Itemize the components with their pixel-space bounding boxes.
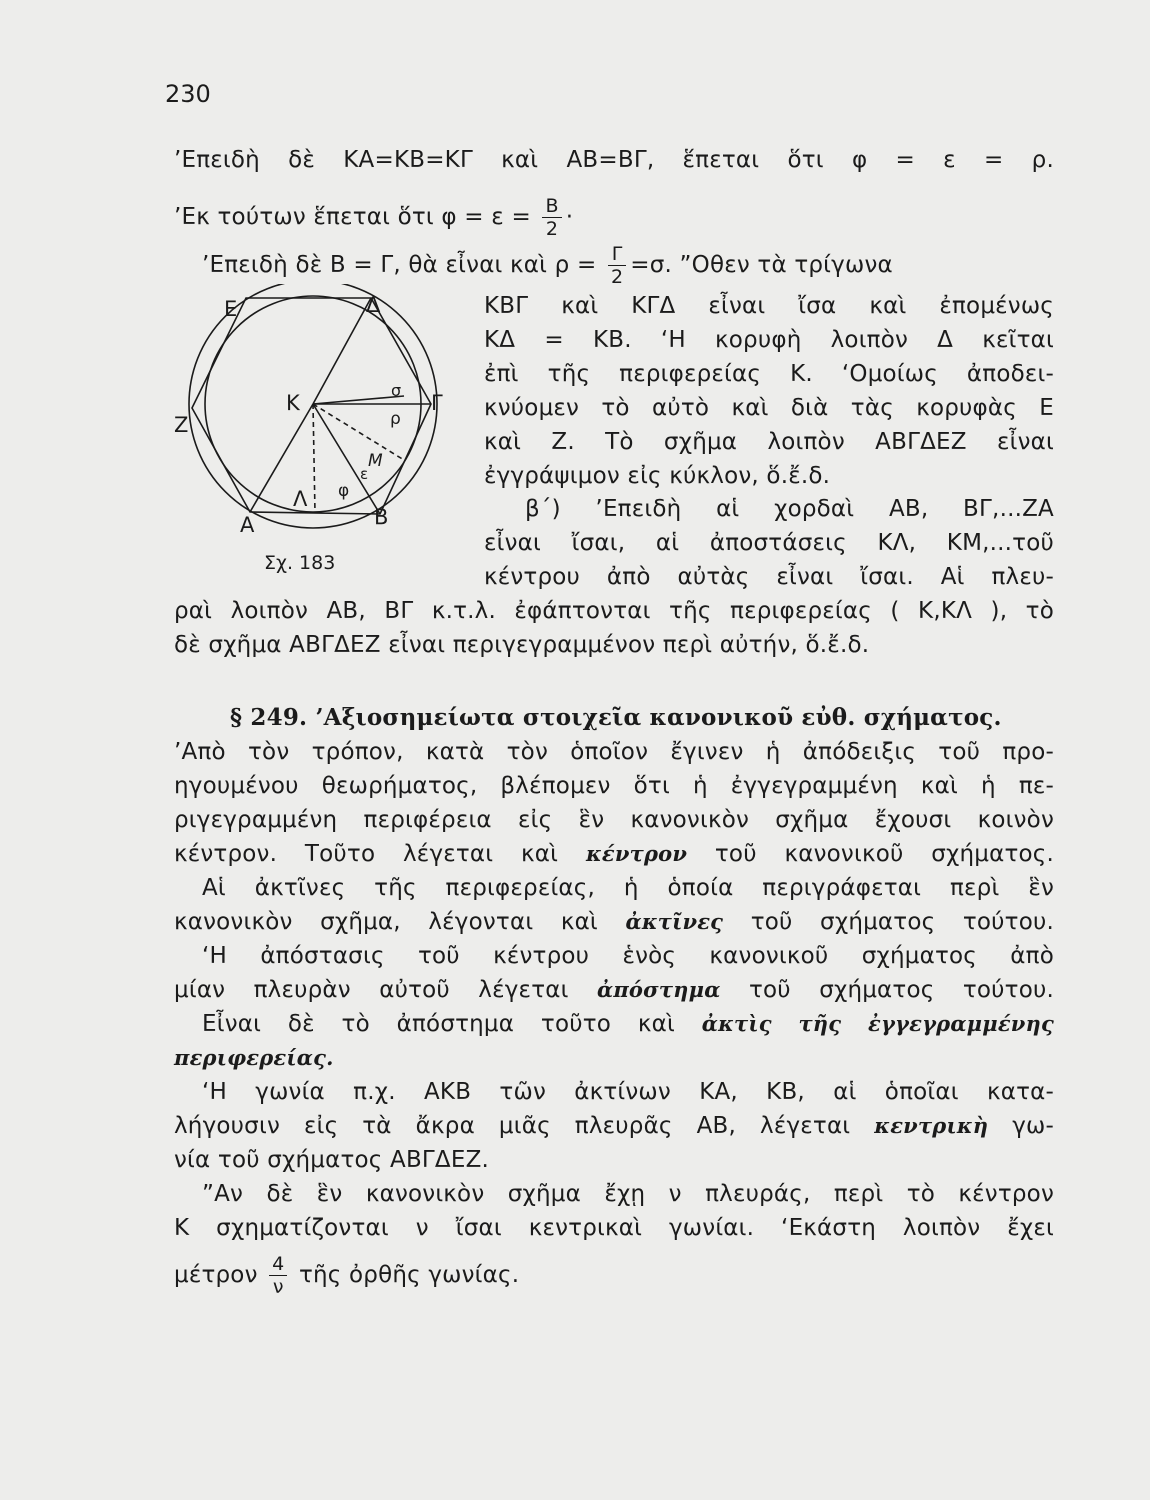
fraction-b-over-2 bbox=[542, 195, 561, 240]
p3-line-1: ‘Η ἀπόστασις τοῦ κέντρου ἑνὸς κανονικοῦ σχήματος ἀπὸ bbox=[202, 943, 1054, 969]
p3-line-2 bbox=[174, 975, 1054, 1005]
label-z: Ζ bbox=[174, 413, 189, 437]
fraction-4-over-n bbox=[269, 1253, 287, 1298]
section-heading: § 249. ’Αξιοσημείωτα στοιχεῖα κανονικοῦ εὐθ. σχήματος. bbox=[230, 704, 1002, 731]
segment-kd bbox=[313, 298, 371, 404]
term-perifereias: περιφερείας. bbox=[174, 1045, 334, 1070]
p2-line2-a: κανονικὸν σχῆμα, λέγονται καὶ bbox=[174, 909, 598, 935]
p2-line-2 bbox=[174, 907, 1054, 937]
p4-line-2 bbox=[174, 1043, 1054, 1073]
fraction-num: Γ bbox=[608, 243, 626, 266]
p6-line3-b: τῆς ὀρθῆς γωνίας. bbox=[298, 1262, 520, 1288]
line2-text: ’Εκ τούτων ἕπεται ὅτι φ = ε = bbox=[174, 204, 531, 230]
label-d: Δ bbox=[366, 293, 381, 317]
segment-kl bbox=[313, 404, 315, 513]
period: · bbox=[565, 204, 574, 230]
p3-line2-a: μίαν πλευρὰν αὐτοῦ λέγεται bbox=[174, 977, 569, 1003]
page-number: 230 bbox=[165, 80, 211, 108]
label-eps: ε bbox=[360, 465, 369, 483]
p2-line-1: Αἱ ἀκτῖνες τῆς περιφερείας, ἡ ὁποία περιγράφεται περὶ ἓν bbox=[202, 875, 1054, 901]
figure-caption: Σχ. 183 bbox=[264, 552, 336, 574]
p1-line-1: ’Απὸ τὸν τρόπον, κατὰ τὸν ὁποῖον ἔγινεν ἡ ἀπόδειξις τοῦ προ- bbox=[174, 739, 1054, 765]
line3-a: ’Επειδὴ δὲ Β = Γ, θὰ εἶναι καὶ ρ = bbox=[202, 252, 597, 278]
side-line-8: εἶναι ἴσαι, αἱ ἀποστάσεις ΚΛ, ΚΜ,...τοῦ bbox=[484, 530, 1054, 556]
p5-line-1: ‘Η γωνία π.χ. ΑΚΒ τῶν ἀκτίνων ΚΑ, ΚΒ, αἱ ὁποῖαι κατα- bbox=[202, 1079, 1054, 1105]
p2-line2-b: τοῦ σχήματος τούτου. bbox=[750, 909, 1054, 935]
p5-line-2 bbox=[174, 1111, 1054, 1141]
term-aktines: ἀκτῖνες bbox=[625, 909, 724, 934]
label-k: Κ bbox=[286, 391, 300, 415]
label-m: Μ bbox=[368, 451, 383, 471]
full-line-1: ραὶ λοιπὸν ΑΒ, ΒΓ κ.τ.λ. ἐφάπτονται τῆς περιφερείας ( Κ,ΚΛ ), τὸ bbox=[174, 598, 1054, 624]
p6-line-2: Κ σχηματίζονται ν ἴσαι κεντρικαὶ γωνίαι. ‘Εκάστη λοιπὸν ἔχει bbox=[174, 1215, 1054, 1241]
fraction-den: 2 bbox=[545, 218, 559, 240]
p4-line1-a: Εἶναι δὲ τὸ ἀπόστημα τοῦτο καὶ bbox=[202, 1011, 675, 1037]
p1-line-2: ηγουμένου θεωρήματος, βλέπομεν ὅτι ἡ ἐγγεγραμμένη καὶ ἡ πε- bbox=[174, 773, 1054, 799]
p6-line-3 bbox=[174, 1253, 1054, 1298]
term-kentron: κέντρον bbox=[585, 841, 688, 866]
label-g: Γ bbox=[431, 391, 443, 415]
p1-line-3: ριγεγραμμένη περιφέρεια εἰς ἓν κανονικὸν σχῆμα ἔχουσι κοινὸν bbox=[174, 807, 1054, 833]
label-e: Ε bbox=[224, 297, 238, 321]
p3-line2-b: τοῦ σχήματος τούτου. bbox=[748, 977, 1054, 1003]
full-line-2: δὲ σχῆμα ΑΒΓΔΕΖ εἶναι περιγεγραμμένον περὶ αὐτήν, ὅ.ἔ.δ. bbox=[174, 632, 870, 658]
p5-line2-a: λήγουσιν εἰς τὰ ἄκρα μιᾶς πλευρᾶς ΑΒ, λέγεται bbox=[174, 1113, 851, 1139]
term-apostima: ἀπόστημα bbox=[597, 977, 721, 1002]
term-aktis-engegrammenis: ἀκτὶς τῆς ἐγγεγραμμένης bbox=[701, 1011, 1055, 1036]
line3-b: =σ. ”Οθεν τὰ τρίγωνα bbox=[630, 252, 893, 278]
p5-line2-b: γω- bbox=[1012, 1113, 1054, 1139]
fraction-num: 4 bbox=[269, 1253, 287, 1276]
p1-last-b: τοῦ κανονικοῦ σχήματος. bbox=[714, 841, 1055, 867]
side-line-1: ΚΒΓ καὶ ΚΓΔ εἶναι ἴσα καὶ ἐπομένως bbox=[484, 293, 1054, 319]
label-b: Β bbox=[374, 505, 389, 529]
text-line-1: ’Επειδὴ δὲ ΚΑ=ΚΒ=ΚΓ καὶ ΑΒ=ΒΓ, ἕπεται ὅτι φ = ε = ρ. bbox=[174, 147, 1054, 173]
side-line-9: κέντρου ἀπὸ αὐτὰς εἶναι ἴσαι. Αἱ πλευ- bbox=[484, 564, 1054, 590]
p5-line-3: νία τοῦ σχήματος ΑΒΓΔΕΖ. bbox=[174, 1147, 490, 1173]
p6-line3-a: μέτρον bbox=[174, 1262, 258, 1288]
label-l: Λ bbox=[293, 487, 308, 511]
label-a: Α bbox=[240, 513, 255, 537]
fraction-num: Β bbox=[542, 195, 561, 218]
text-line-3 bbox=[202, 243, 1054, 288]
p1-last-a: κέντρον. Τοῦτο λέγεται καὶ bbox=[174, 841, 559, 867]
side-line-3: ἐπὶ τῆς περιφερείας Κ. ‘Ομοίως ἀποδει- bbox=[484, 361, 1054, 387]
label-sigma: σ bbox=[391, 381, 402, 400]
side-line-2: ΚΔ = ΚΒ. ‘Η κορυφὴ λοιπὸν Δ κεῖται bbox=[484, 327, 1054, 353]
geometry-figure bbox=[168, 284, 468, 544]
side-line-7: β΄) ’Επειδὴ αἱ χορδαὶ ΑΒ, ΒΓ,...ΖΑ bbox=[525, 496, 1054, 522]
term-kentriki: κεντρικὴ bbox=[874, 1113, 989, 1138]
label-phi: φ bbox=[338, 481, 350, 501]
p1-line-4 bbox=[174, 839, 1054, 869]
fraction-g-over-2 bbox=[608, 243, 626, 288]
side-line-5: καὶ Ζ. Τὸ σχῆμα λοιπὸν ΑΒΓΔΕΖ εἶναι bbox=[484, 429, 1054, 455]
label-rho: ρ bbox=[390, 409, 401, 429]
fraction-den: 2 bbox=[610, 266, 624, 288]
text-line-2 bbox=[174, 195, 1054, 240]
fraction-den: ν bbox=[272, 1276, 284, 1298]
side-line-6: ἐγγράψιμον εἰς κύκλον, ὅ.ἔ.δ. bbox=[484, 463, 831, 489]
p6-line-1: ”Αν δὲ ἓν κανονικὸν σχῆμα ἔχῃ ν πλευράς, περὶ τὸ κέντρον bbox=[202, 1181, 1054, 1207]
p4-line-1 bbox=[202, 1009, 1054, 1039]
side-line-4: κνύομεν τὸ αὐτὸ καὶ διὰ τὰς κορυφὰς Ε bbox=[484, 395, 1054, 421]
